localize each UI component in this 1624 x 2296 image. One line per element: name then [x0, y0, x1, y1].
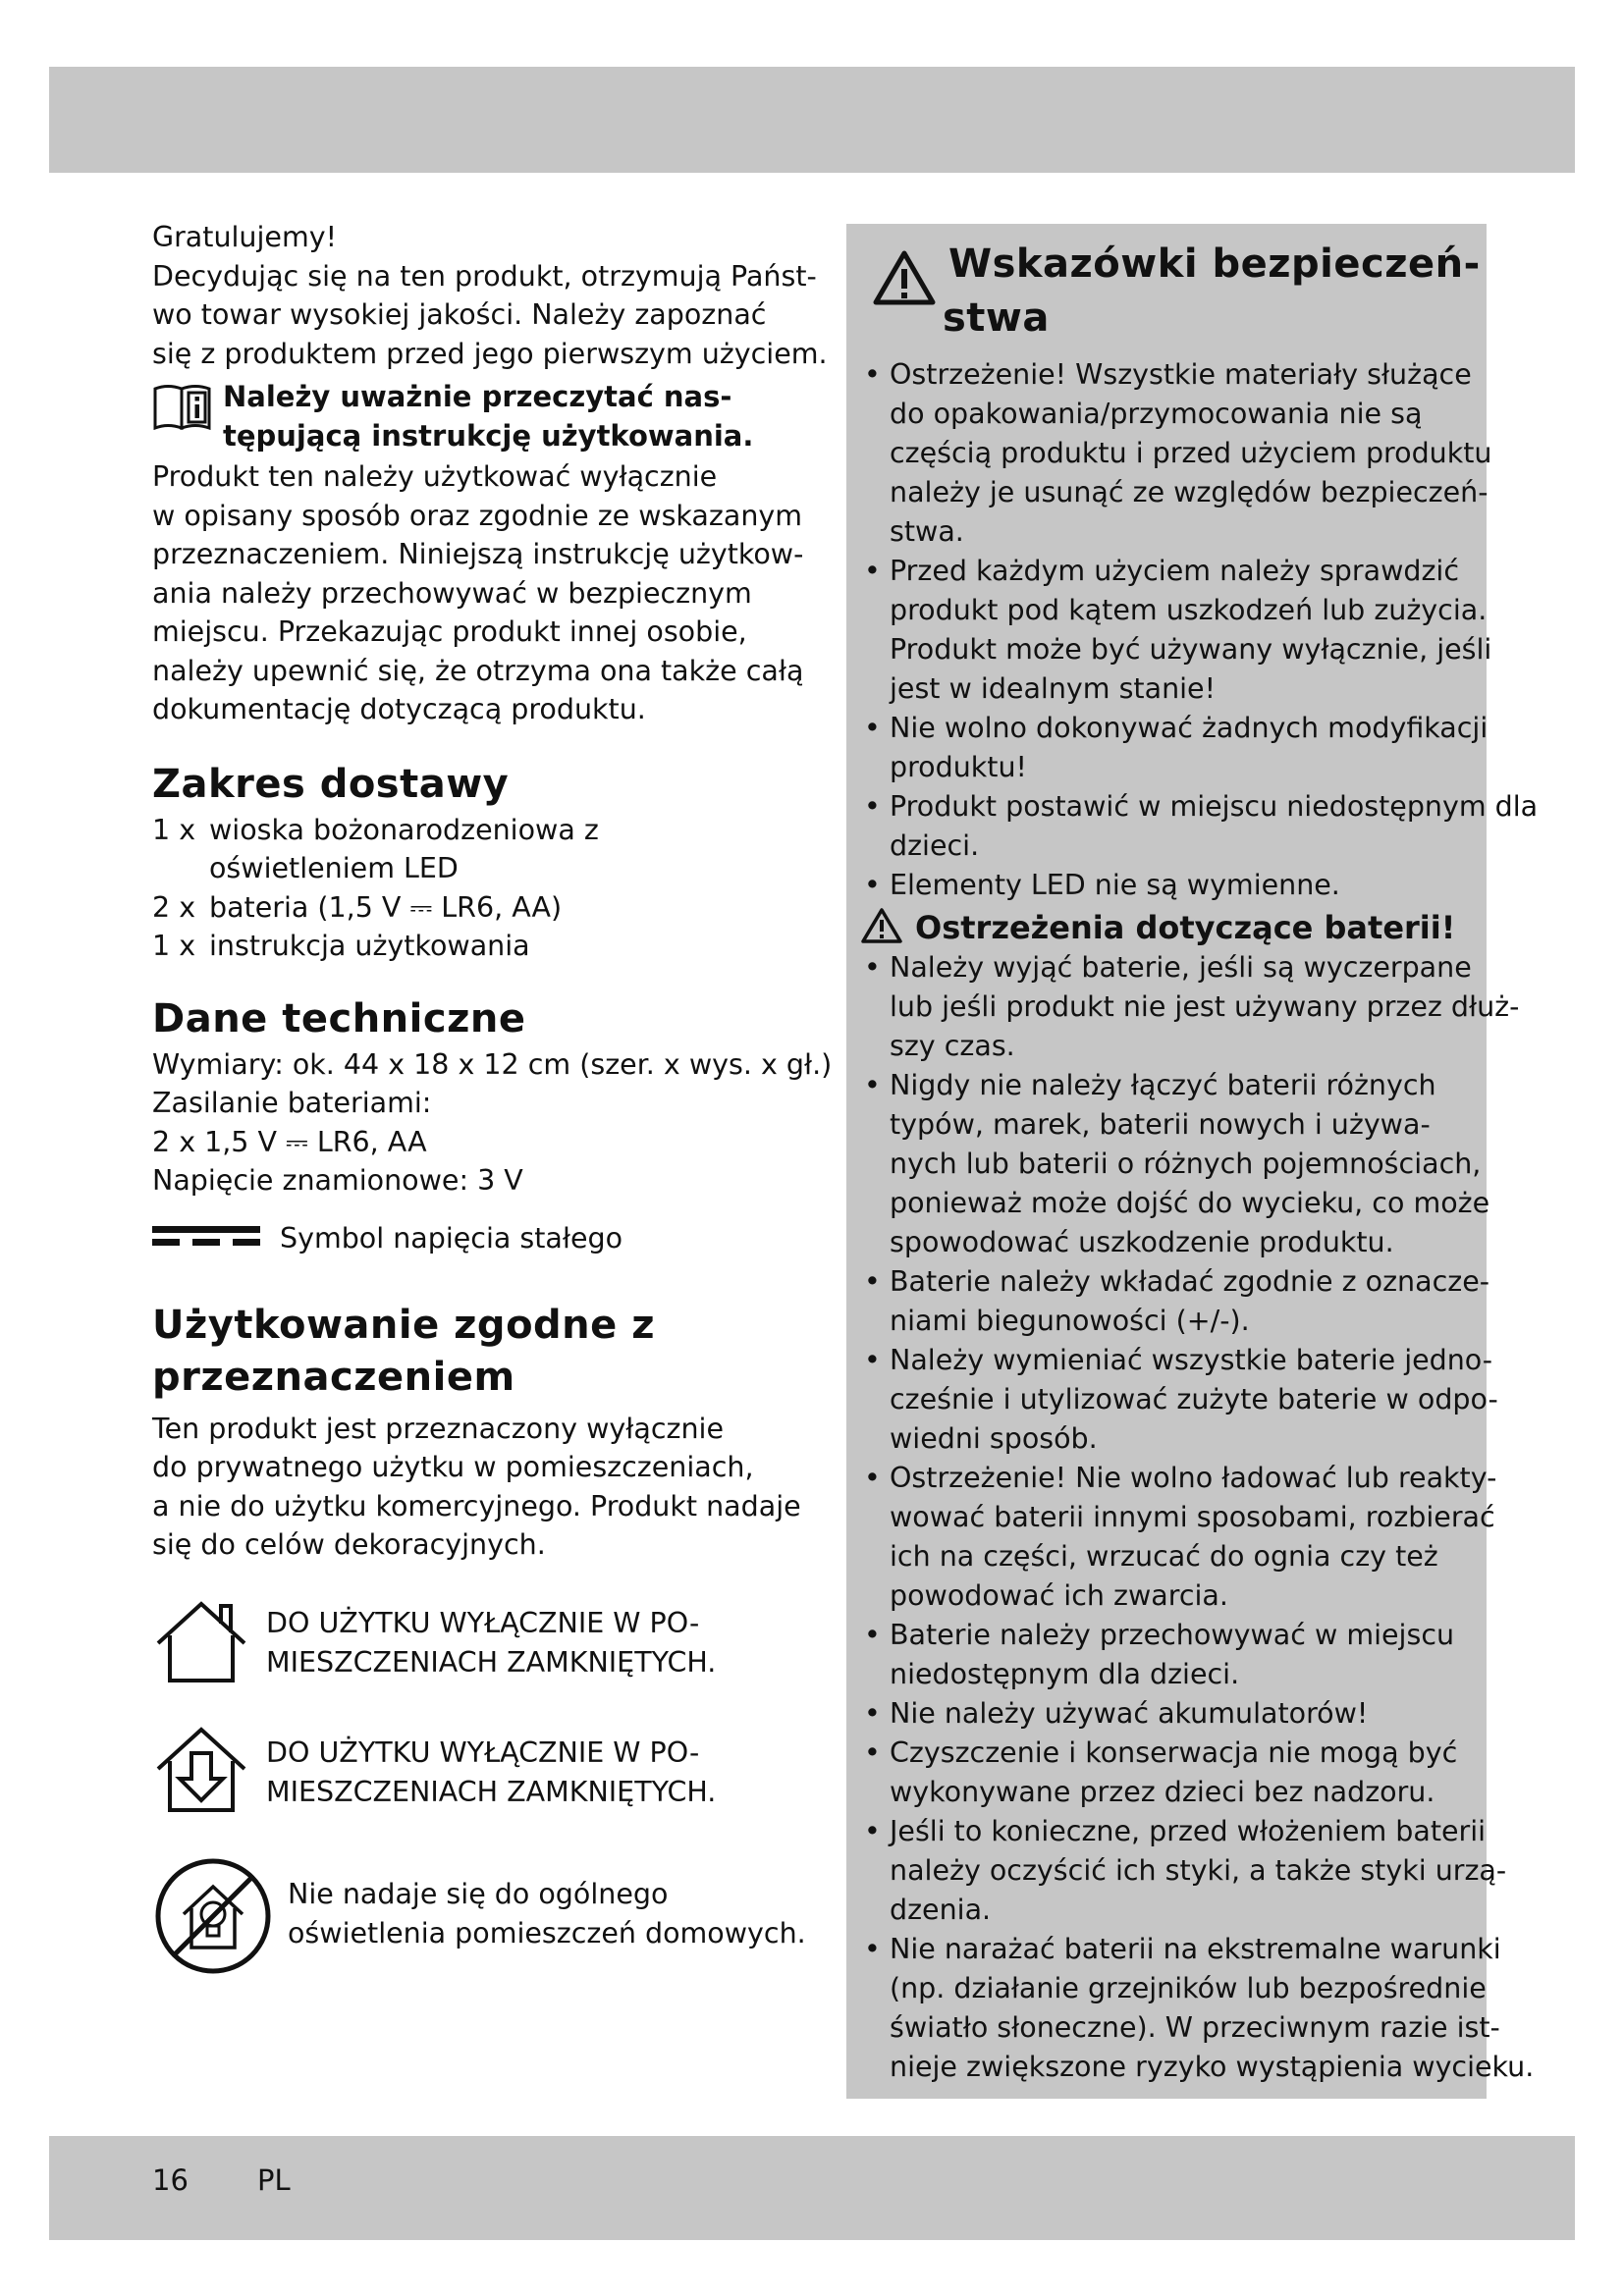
intro-line: Decydując się na ten produkt, otrzymują Państ-	[152, 259, 817, 293]
usage-line: dokumentację dotyczącą produktu.	[152, 693, 646, 725]
safety-bullet: • Elementy LED nie są wymienne.	[860, 866, 1477, 905]
bullet-line: nieje zwiększone ryzyko wystąpienia wycieku.	[890, 2051, 1535, 2083]
house-down-arrow-icon	[152, 1724, 250, 1822]
intro-line: wo towar wysokiej jakości. Należy zapoznać	[152, 298, 767, 331]
bullet-line: cześnie i utylizować zużyte baterie w odpo-	[890, 1383, 1498, 1415]
safety-bullet: • Produkt postawić w miejscu niedostępnym dla dzieci.	[860, 787, 1477, 866]
bullet-line: Czyszczenie i konserwacja nie mogą być	[890, 1736, 1458, 1769]
no-lighting-notice	[152, 1855, 806, 1981]
bullet-line: Nie narażać baterii na ekstremalne warunki	[890, 1933, 1501, 1965]
delivery-qty: 2 x	[152, 890, 196, 924]
bullet-line: Elementy LED nie są wymienne.	[890, 869, 1340, 901]
tech-line: 2 x 1,5 V ⎓ LR6, AA	[152, 1125, 427, 1158]
bullet-line: szy czas.	[890, 1030, 1015, 1062]
battery-bullet: • Czyszczenie i konserwacja nie mogą być wykonywane przez dzieci bez nadzoru.	[860, 1734, 1477, 1812]
bullet-line: częścią produktu i przed użyciem produktu	[890, 437, 1492, 469]
safety-box	[846, 224, 1539, 2099]
bullet-line: Przed każdym użyciem należy sprawdzić	[890, 555, 1460, 587]
bullet-line: wykonywane przez dzieci bez nadzoru.	[890, 1776, 1435, 1808]
bullet-line: produkt pod kątem uszkodzeń lub zużycia.	[890, 594, 1488, 626]
bullet-line: światło słoneczne). W przeciwnym razie ist-	[890, 2011, 1500, 2044]
delivery-item	[152, 927, 790, 966]
house-icon	[152, 1594, 250, 1692]
safety-title: stwa	[943, 295, 1050, 341]
intro-line: się z produktem przed jego pierwszym użyciem.	[152, 337, 828, 370]
dc-symbol-icon	[152, 1224, 260, 1252]
usage-line: ania należy przechowywać w bezpiecznym	[152, 576, 752, 610]
bullet-line: wiedni sposób.	[890, 1422, 1098, 1455]
battery-bullet: • Jeśli to konieczne, przed włożeniem baterii należy oczyścić ich styki, a także styki urzą- dzenia.	[860, 1812, 1477, 1930]
delivery-heading: Zakres dostawy	[152, 761, 510, 807]
battery-bullet: • Baterie należy wkładać zgodnie z oznacze- niami biegunowości (+/-).	[860, 1262, 1477, 1341]
bullet-line: Ostrzeżenie! Wszystkie materiały służące	[890, 358, 1472, 391]
indoor-line: DO UŻYTKU WYŁĄCZNIE W PO-	[266, 1736, 700, 1769]
battery-bullet: • Ostrzeżenie! Nie wolno ładować lub reakty- wować baterii innymi sposobami, rozbierać ich na części, wrzucać do ognia czy też powodować ich zwarcia.	[860, 1459, 1477, 1616]
left-column	[152, 218, 833, 1981]
tech-heading: Dane techniczne	[152, 995, 526, 1041]
bullet-line: produktu!	[890, 751, 1027, 783]
battery-heading-text: Ostrzeżenia dotyczące baterii!	[915, 909, 1456, 946]
bullet-line: Nie wolno dokonywać żadnych modyfikacji	[890, 712, 1489, 744]
bullet-line: Produkt postawić w miejscu niedostępnym dla	[890, 790, 1539, 823]
indoor-use-notice	[152, 1724, 790, 1822]
no-lighting-icon	[152, 1855, 274, 1981]
usage-line: należy upewnić się, że otrzyma ona także całą	[152, 654, 804, 687]
bullet-line: Nie należy używać akumulatorów!	[890, 1697, 1369, 1730]
bullet-line: spowodować uszkodzenie produktu.	[890, 1226, 1394, 1258]
delivery-item	[152, 811, 790, 888]
page-number: 16	[152, 2163, 189, 2197]
bullet-line: ich na części, wrzucać do ognia czy też	[890, 1540, 1438, 1573]
no-lighting-line: Nie nadaje się do ogólnego	[288, 1878, 669, 1910]
safety-title-block	[860, 238, 1481, 346]
tech-line: Zasilanie bateriami:	[152, 1087, 432, 1119]
usage-line: w opisany sposób oraz zgodnie ze wskazanym	[152, 499, 803, 532]
battery-bullet: • Nie narażać baterii na ekstremalne warunki (np. działanie grzejników lub bezpośrednie światło słoneczne). W przeciwnym razie ist- nieje zwiększone ryzyko wystąpienia wycieku.	[860, 1930, 1477, 2087]
bullet-line: jest w idealnym stanie!	[890, 672, 1217, 705]
bullet-line: typów, marek, baterii nowych i używa-	[890, 1108, 1431, 1141]
bullet-line: niami biegunowości (+/-).	[890, 1305, 1250, 1337]
intended-heading: przeznaczeniem	[152, 1354, 515, 1400]
greeting: Gratulujemy!	[152, 221, 337, 253]
bullet-line: Ostrzeżenie! Nie wolno ładować lub reakty-	[890, 1462, 1497, 1494]
usage-line: miejscu. Przekazując produkt innej osobie,	[152, 615, 747, 648]
bullet-line: należy oczyścić ich styki, a także styki urzą-	[890, 1854, 1507, 1887]
delivery-desc: wioska bożonarodzeniowa z	[209, 813, 599, 846]
bullet-line: (np. działanie grzejników lub bezpośrednie	[890, 1972, 1487, 2004]
bullet-line: powodować ich zwarcia.	[890, 1579, 1228, 1612]
bullet-line: Jeśli to konieczne, przed włożeniem baterii	[890, 1815, 1487, 1847]
safety-bullet: • Nie wolno dokonywać żadnych modyfikacji produktu!	[860, 709, 1477, 787]
bullet-line: Baterie należy przechowywać w miejscu	[890, 1619, 1455, 1651]
bullet-line: wować baterii innymi sposobami, rozbierać	[890, 1501, 1495, 1533]
no-lighting-line: oświetlenia pomieszczeń domowych.	[288, 1916, 806, 1949]
bullet-line: dzieci.	[890, 829, 980, 862]
bullet-line: Należy wyjąć baterie, jeśli są wyczerpane	[890, 951, 1472, 984]
read-instructions-notice	[152, 377, 790, 455]
intended-line: a nie do użytku komercyjnego. Produkt nadaje	[152, 1489, 801, 1522]
usage-line: przeznaczeniem. Niniejszą instrukcję użytkow-	[152, 538, 804, 570]
bullet-line: do opakowania/przymocowania nie są	[890, 398, 1423, 430]
safety-title: Wskazówki bezpieczeń-	[948, 241, 1481, 287]
language-code: PL	[257, 2163, 291, 2197]
bullet-line: niedostępnym dla dzieci.	[890, 1658, 1240, 1690]
bullet-line: stwa.	[890, 515, 964, 548]
safety-bullet: • Ostrzeżenie! Wszystkie materiały służące do opakowania/przymocowania nie są częścią produktu i przed użyciem produktu należy je usunąć ze względów bezpieczeń- stwa.	[860, 355, 1477, 552]
safety-bullet: • Przed każdym użyciem należy sprawdzić produkt pod kątem uszkodzeń lub zużycia. Produkt może być używany wyłącznie, jeśli jest w idealnym stanie!	[860, 552, 1477, 709]
warning-triangle-icon	[872, 249, 937, 310]
battery-bullet: • Baterie należy przechowywać w miejscu niedostępnym dla dzieci.	[860, 1616, 1477, 1694]
intended-line: do prywatnego użytku w pomieszczeniach,	[152, 1451, 754, 1483]
bullet-line: Należy wymieniać wszystkie baterie jedno-	[890, 1344, 1493, 1376]
intended-heading: Użytkowanie zgodne z	[152, 1302, 655, 1348]
bullet-line: Nigdy nie należy łączyć baterii różnych	[890, 1069, 1436, 1101]
indoor-line: DO UŻYTKU WYŁĄCZNIE W PO-	[266, 1607, 700, 1639]
warning-triangle-icon	[860, 907, 903, 948]
header-bar	[49, 67, 1575, 173]
dc-symbol-legend	[152, 1222, 790, 1255]
usage-line: Produkt ten należy użytkować wyłącznie	[152, 460, 718, 493]
indoor-line: MIESZCZENIACH ZAMKNIĘTYCH.	[266, 1775, 717, 1808]
dc-symbol-label: Symbol napięcia stałego	[280, 1221, 623, 1255]
battery-bullet: • Należy wymieniać wszystkie baterie jedno- cześnie i utylizować zużyte baterie w odpo- wiedni sposób.	[860, 1341, 1477, 1459]
delivery-item	[152, 888, 790, 928]
intended-line: się do celów dekoracyjnych.	[152, 1528, 546, 1561]
tech-line: Wymiary: ok. 44 x 18 x 12 cm (szer. x wys. x gł.)	[152, 1047, 833, 1081]
delivery-qty: 1 x	[152, 813, 196, 846]
delivery-desc: oświetleniem LED	[209, 852, 459, 884]
battery-bullet: • Nigdy nie należy łączyć baterii różnych typów, marek, baterii nowych i używa- nych lub baterii o różnych pojemnościach, ponieważ może dojść do wycieku, co może spowodować uszkodzenie produktu.	[860, 1066, 1477, 1262]
notice-line: tępującą instrukcję użytkowania.	[223, 419, 754, 453]
bullet-line: nych lub baterii o różnych pojemnościach,	[890, 1148, 1482, 1180]
book-info-icon	[152, 383, 213, 434]
battery-bullet: • Należy wyjąć baterie, jeśli są wyczerpane lub jeśli produkt nie jest używany przez dłuż- szy czas.	[860, 948, 1477, 1066]
indoor-use-notice	[152, 1594, 790, 1692]
bullet-line: ponieważ może dojść do wycieku, co może	[890, 1187, 1490, 1219]
bullet-line: należy je usunąć ze względów bezpieczeń-	[890, 476, 1489, 508]
bullet-line: lub jeśli produkt nie jest używany przez dłuż-	[890, 990, 1520, 1023]
tech-line: Napięcie znamionowe: 3 V	[152, 1164, 523, 1197]
delivery-desc: bateria (1,5 V ⎓ LR6, AA)	[209, 890, 563, 924]
notice-line: Należy uważnie przeczytać nas-	[223, 380, 732, 413]
bullet-line: dzenia.	[890, 1894, 992, 1926]
battery-bullet: • Nie należy używać akumulatorów!	[860, 1694, 1477, 1734]
intended-line: Ten produkt jest przeznaczony wyłącznie	[152, 1412, 724, 1445]
battery-warning-heading	[860, 907, 1477, 948]
bullet-line: Baterie należy wkładać zgodnie z oznacze-	[890, 1265, 1490, 1298]
delivery-qty: 1 x	[152, 930, 196, 962]
delivery-desc: instrukcja użytkowania	[209, 930, 530, 962]
bullet-line: Produkt może być używany wyłącznie, jeśli	[890, 633, 1492, 666]
indoor-line: MIESZCZENIACH ZAMKNIĘTYCH.	[266, 1645, 717, 1679]
